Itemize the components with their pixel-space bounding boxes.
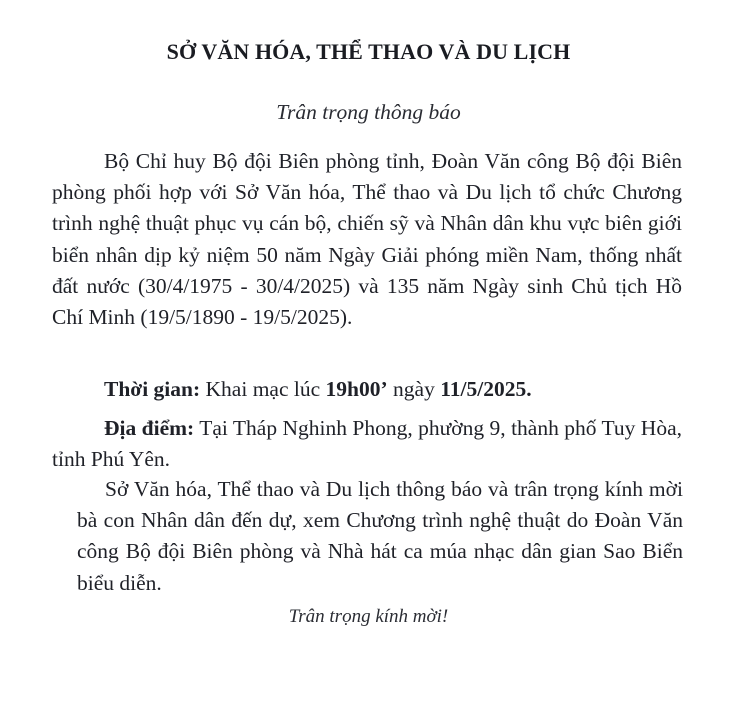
closing-line: Trân trọng kính mời! [288,606,449,627]
time-text-before: Khai mạc lúc [200,377,326,401]
time-paragraph [52,374,682,405]
document-title: SỞ VĂN HÓA, THỂ THAO VÀ DU LỊCH [166,39,571,64]
time-hour: 19h00’ [325,377,388,401]
time-text-middle: ngày [387,377,441,401]
location-label: Địa điểm: [104,416,195,440]
intro-paragraph: Bộ Chỉ huy Bộ đội Biên phòng tỉnh, Đoàn Văn công Bộ đội Biên phòng phối hợp với Sở Văn hóa, Thể thao và Du lịch tổ chức Chương trình nghệ thuật phục vụ cán bộ, chiến sỹ và Nhân dân khu vực biên giới biển nhân dịp kỷ niệm 50 năm Ngày Giải phóng miền Nam, thống nhất đất nước (30/4/1975 - 30/4/2025) và 135 năm Ngày sinh Chủ tịch Hồ Chí Minh (19/5/1890 - 19/5/2025). [52,149,682,330]
location-text: Tại Tháp Nghinh Phong, phường 9, thành phố Tuy Hòa, tỉnh Phú Yên. [52,416,682,472]
time-label: Thời gian: [104,377,201,401]
time-date: 11/5/2025. [440,377,532,401]
invitation-paragraph: Sở Văn hóa, Thể thao và Du lịch thông báo và trân trọng kính mời bà con Nhân dân đến dự, xem Chương trình nghệ thuật do Đoàn Văn công Bộ đội Biên phòng và Nhà hát ca múa nhạc dân gian Sao Biển biểu diễn. [77,477,683,595]
location-paragraph [52,413,682,475]
document-subtitle: Trân trọng thông báo [276,100,461,124]
